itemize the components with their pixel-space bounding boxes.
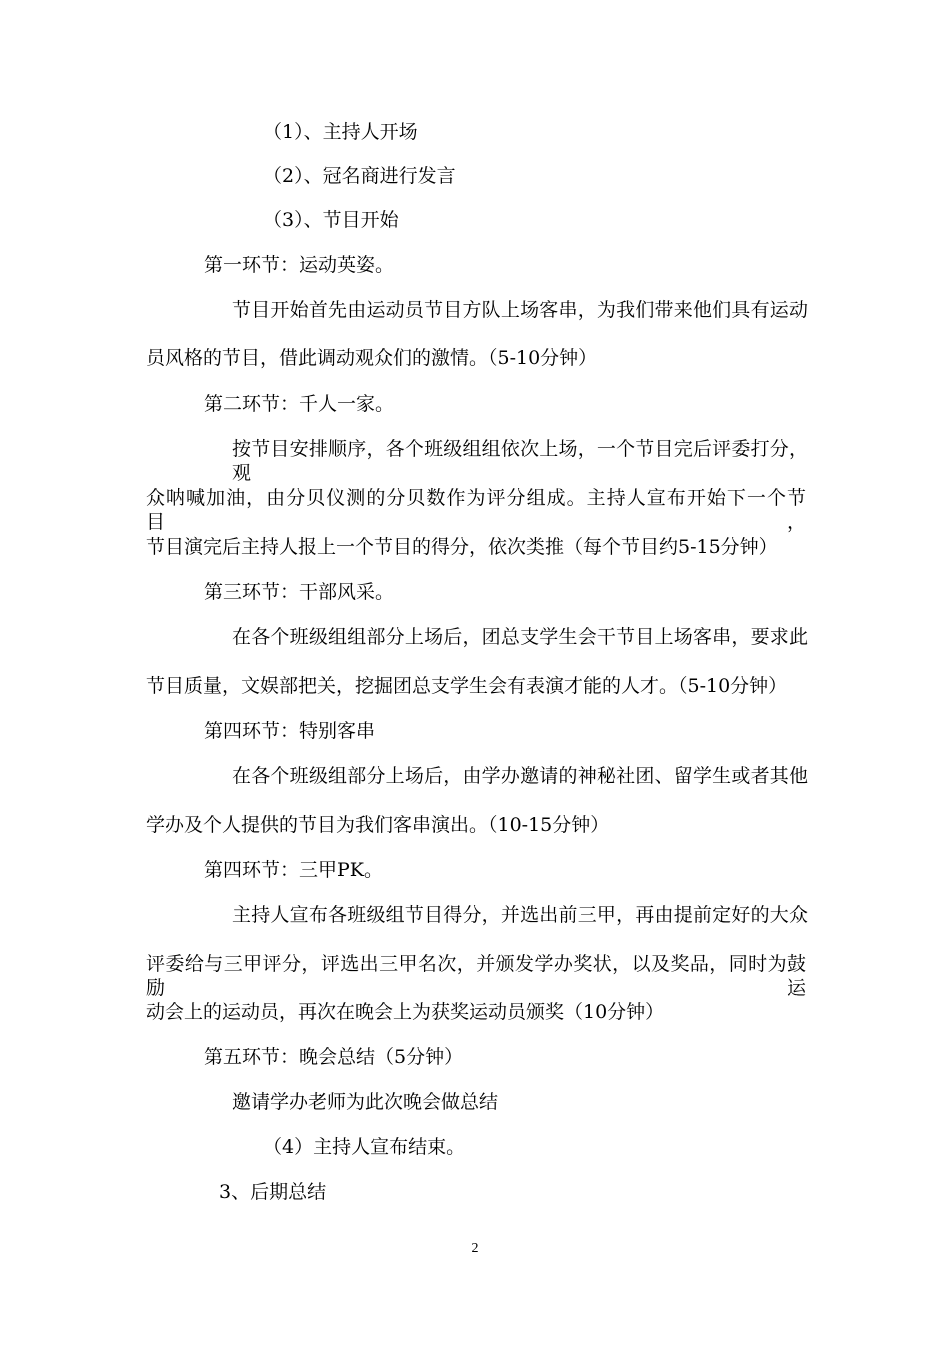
paragraph-line: 员风格的节目，借此调动观众们的激情。（5-10分钟） (146, 347, 598, 369)
section-heading: 第二环节：千人一家。 (204, 393, 395, 415)
paragraph-line: 在各个班级组部分上场后，由学办邀请的神秘社团、留学生或者其他 (232, 765, 808, 787)
paragraph-line: 按节目安排顺序，各个班级组组依次上场，一个节目完后评委打分，观 (232, 438, 808, 484)
page-number: 2 (471, 1241, 479, 1256)
section-heading: 第一环节：运动英姿。 (204, 254, 395, 276)
paragraph-line: 节目质量，文娱部把关，挖掘团总支学生会有表演才能的人才。（5-10分钟） (146, 675, 788, 697)
paragraph-line: 评委给与三甲评分，评选出三甲名次，并颁发学办奖状，以及奖品，同时为鼓励运 (146, 953, 806, 999)
paragraph-line: 在各个班级组组部分上场后，团总支学生会干节目上场客串，要求此 (232, 626, 808, 648)
section-heading: 第四环节：特别客串 (204, 720, 376, 742)
paragraph-line: 主持人宣布各班级组节目得分，并选出前三甲，再由提前定好的大众 (232, 904, 808, 926)
paragraph-line: 邀请学办老师为此次晚会做总结 (232, 1091, 499, 1113)
section-heading: 第三环节：干部风采。 (204, 581, 395, 603)
paragraph-line: 众呐喊加油，由分贝仪测的分贝数作为评分组成。主持人宣布开始下一个节目， (146, 487, 806, 533)
list-item: （4）主持人宣布结束。 (263, 1136, 466, 1158)
paragraph-line: 节目演完后主持人报上一个节目的得分，依次类推（每个节目约5-15分钟） (146, 536, 778, 558)
section-heading: 第四环节：三甲PK。 (204, 859, 383, 881)
section-heading: 3、后期总结 (219, 1181, 327, 1203)
section-heading: 第五环节：晚会总结（5分钟） (204, 1046, 464, 1068)
paragraph-line: 学办及个人提供的节目为我们客串演出。（10-15分钟） (146, 814, 610, 836)
list-item: （3）、节目开始 (263, 209, 399, 231)
paragraph-line: 动会上的运动员，再次在晚会上为获奖运动员颁奖（10分钟） (146, 1001, 665, 1023)
list-item: （2）、冠名商进行发言 (263, 165, 456, 187)
list-item: （1）、主持人开场 (263, 121, 418, 143)
paragraph-line: 节目开始首先由运动员节目方队上场客串，为我们带来他们具有运动 (232, 299, 808, 321)
